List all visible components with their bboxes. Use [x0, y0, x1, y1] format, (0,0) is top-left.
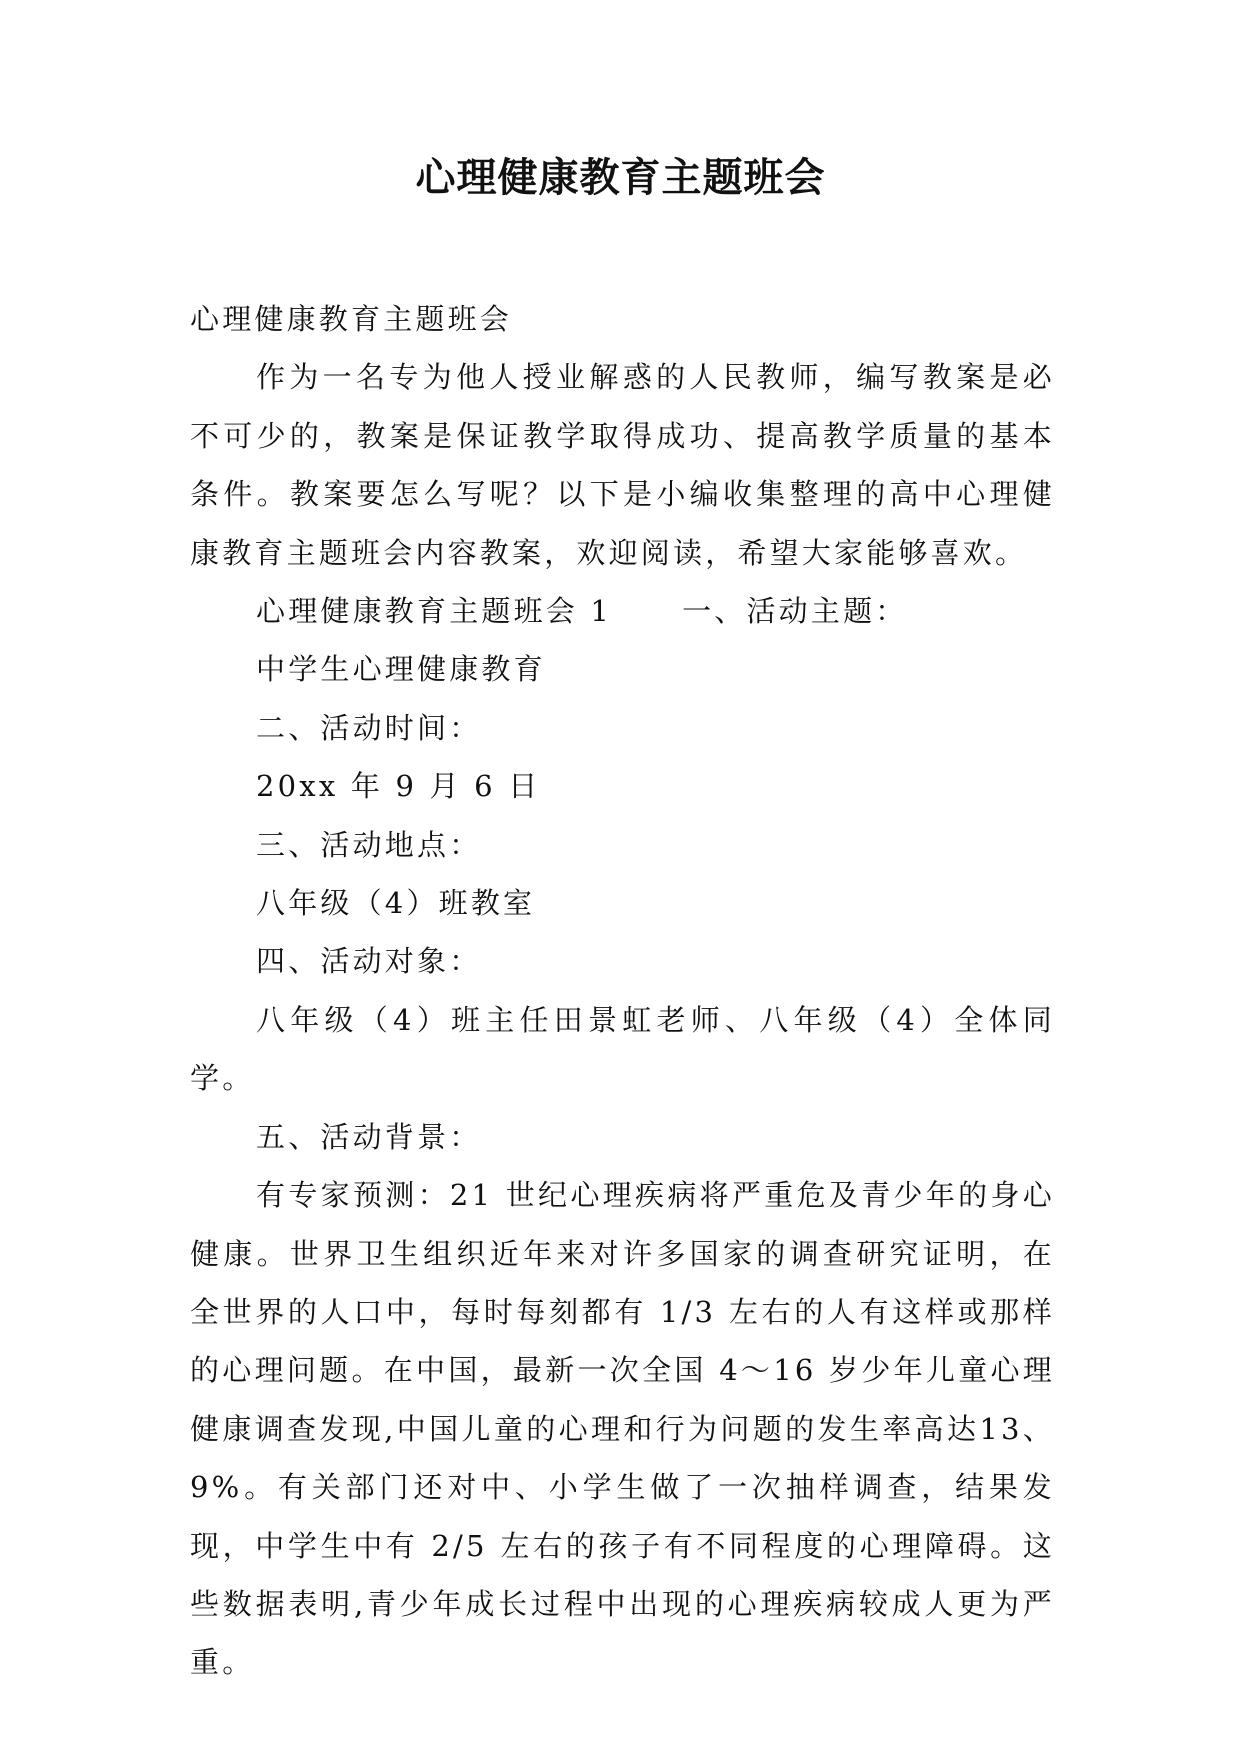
background-paragraph: 有专家预测：21 世纪心理疾病将严重危及青少年的身心健康。世界卫生组织近年来对许多国家的调查研究证明，在全世界的人口中，每时每刻都有 1/3 左右的人有这样或那样的心理问题。在中国，最新一次全国 4～16 岁少年儿童心理健康调查发现,中国儿童的心理和行为问题的发生率高达13、9%。有关部门还对中、小学生做了一次抽样调查，结果发现，中学生中有 2/5 左右的孩子有不同程度的心理障碍。这些数据表明,青少年成长过程中出现的心理疾病较成人更为严重。: [190, 1178, 1055, 1680]
item1-value: 中学生心理健康教育: [256, 652, 546, 687]
item2-heading: 二、活动时间：: [256, 710, 482, 745]
section-line: [190, 582, 1055, 640]
subtitle: 心理健康教育主题班会: [190, 302, 513, 336]
item3-value: 八年级（4）班教室: [256, 886, 536, 921]
item2-value: 20xx 年 9 月 6 日: [256, 769, 541, 804]
intro-paragraph: 作为一名专为他人授业解惑的人民教师，编写教案是必不可少的，教案是保证教学取得成功、提高教学质量的基本条件。教案要怎么写呢？以下是小编收集整理的高中心理健康教育主题班会内容教案，欢迎阅读，希望大家能够喜欢。: [190, 360, 1055, 570]
section-title: 心理健康教育主题班会 1: [256, 594, 613, 629]
item1-heading: 一、活动主题：: [682, 594, 908, 629]
document-body: [190, 290, 1055, 1692]
item4-value: 八年级（4）班主任田景虹老师、八年级（4）全体同学。: [190, 1002, 1055, 1096]
item4-heading: 四、活动对象：: [256, 944, 482, 979]
item3-heading: 三、活动地点：: [256, 827, 482, 862]
document-title: 心理健康教育主题班会: [415, 154, 826, 201]
item5-heading: 五、活动背景：: [256, 1119, 482, 1154]
